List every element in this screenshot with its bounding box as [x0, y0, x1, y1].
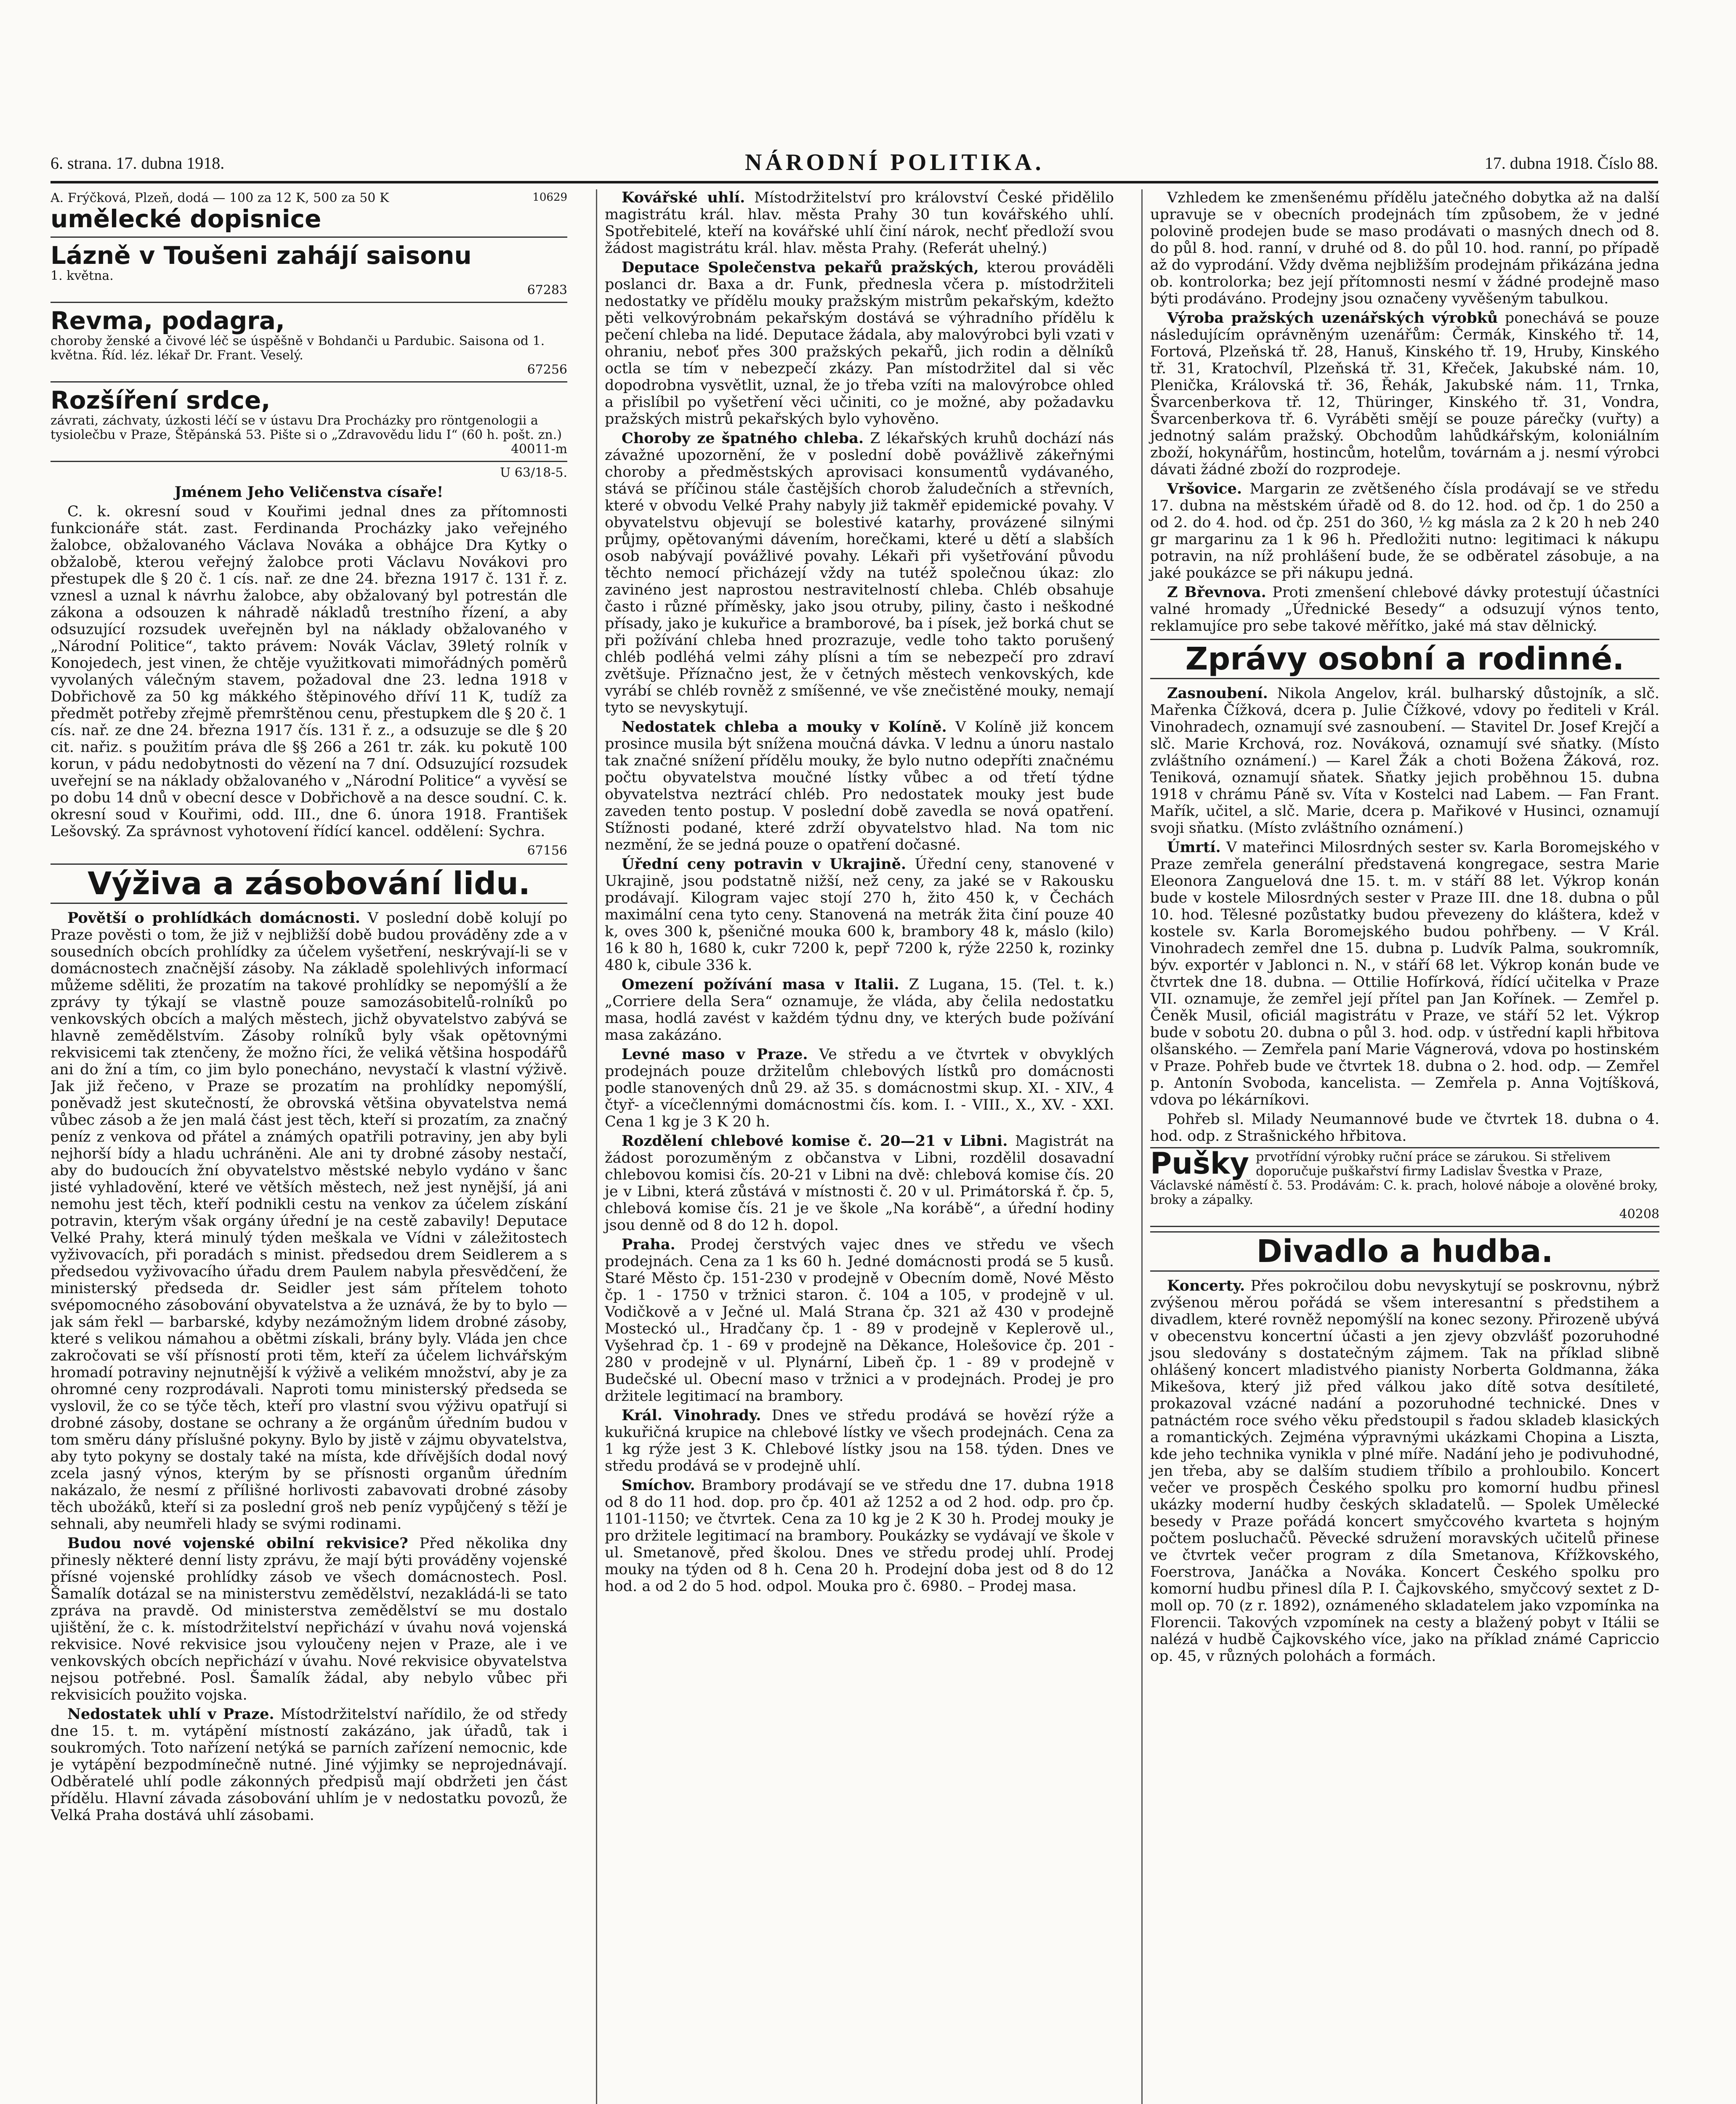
classified-ad [1150, 1147, 1659, 1227]
article-rubric: Levné maso v Praze. [622, 1046, 808, 1063]
article [605, 719, 1114, 853]
article-text: kterou prováděli poslanci dr. Baxa a dr. Funk, přednesla včera p. místodržiteli nedostatky ve přídělu mouky pražským mistrům pekařským, kdežto pěti velkovýrobnám pekařským dostává se výhradního přídělu k pečení chleba na lidé. Deputace žádala, aby malovýrobci byli vzati v ohraniu, neboť přes 300 pražských pekařů, jich rodin a dělníků octla se tím v nebezpečí zkázy. Pan místodržitel dal si věc dopodrobna vysvětlit, uznal, že jo třeba vzíti na malovýrobce ohled a přislíbil po vyšetření věci učiniti, co je možné, aby požadavku pražských mistrů pekařských bylo vyhověno. [605, 259, 1114, 428]
article-rubric: Koncerty. [1167, 1277, 1245, 1294]
classified-ad [51, 306, 567, 383]
article [1150, 584, 1659, 635]
classified-ad [51, 385, 567, 462]
article [51, 1535, 567, 1703]
article-rubric: Vršovice. [1167, 480, 1242, 497]
article-text: Před několika dny přinesly některé denní listy zprávu, že mají býti prováděny vojenské přísné vojenské prohlídky zásob ve všech domácnostech. Posl. Šamalík dotázal se na ministerstvu zemědělství, nezakládá-li se tato zpráva na pravdě. Od ministerstva zemědělství se mu dostalo ujištění, že c. k. místodržitelství nepřichází v úvahu nová vojenská rekvisice. Nové rekvisice jsou vyloučeny nejen v Praze, ale i ve venkovských obcích nepřichází v úvahu. Nové rekvisice obyvatelstva nejsou potřebné. Posl. Šamalík žádal, aby nebylo vůbec při rekvisicích použito vojska. [51, 1535, 567, 1703]
article-text: Pohřeb sl. Milady Neumannové bude ve čtvrtek 18. dubna o 4. hod. odp. z Strašnického hřbitova. [1150, 1111, 1659, 1145]
issue-date-number: 17. dubna 1918. Číslo 88. [1484, 154, 1658, 173]
article-text: Místodržitelství nařídilo, že od středy dne 15. t. m. vytápění místností zakázáno, jak úřadů, tak i soukromých. Toto nařízení netýká se parních zařízení nemocnic, kde je vytápění bezpodmínečně nutné. Jiné výjimky se neprojednávají. Odběratelé uhlí podle zákonných předpisů mají obdržeti jen část přídělu. Hlavní závada zásobování uhlím je v nedostatku povozů, že Velká Praha dostává uhlí zásobami. [51, 1706, 567, 1824]
article-text: Magistrát na žádost porozuměným z občanstva v Libni, rozdělil dosavadní chlebovou komisi čís. 20-21 v Libni na dvě: chlebová komise čís. 20 je v Libni, která zůstává v místnosti č. 20 v ul. Primátorská ř. čp. 5, chlebová komise čís. 21 je ve škole „Na korábě“, a úřední hodiny jsou denně od 8 do 12 h. dopol. [605, 1133, 1114, 1234]
article-rubric: Král. Vinohrady. [622, 1407, 761, 1424]
article [605, 430, 1114, 716]
section-heading: Výživa a zásobování lidu. [51, 863, 567, 904]
ad-number: 40011-m [510, 442, 567, 457]
article-rubric: Nedostatek chleba a mouky v Kolíně. [622, 718, 947, 736]
classified-ad [51, 240, 567, 303]
page-number-date: 6. strana. 17. dubna 1918. [51, 154, 225, 173]
article-text: V Kolíně již koncem prosince musila být snížena moučná dávka. V lednu a únoru nastalo tak značné snížení přídělu mouky, že bylo nutno odepříti značnému počtu obyvatelstva moučné lístky vůbec a od třetí týdne obyvatelstva neztrácí chléb. Pro nedostatek mouky jest bude zaveden tento postup. V poslední době zavedla se nová opatření. Stížnosti podané, které zdrží obyvatelstvo hlad. Na tom nic nezmění, že se jedná pouze o opatření dočasné. [605, 719, 1114, 853]
article-text: Prodej čerstvých vajec dnes ve středu ve všech prodejnách. Cena za 1 ks 60 h. Jedné domácnosti prodá se 5 kusů. Staré Město čp. 151-230 v prodejně v Obecním domě, Nové Město čp. 1 - 1750 v tržnici staron. č. 104 a 105, v prodejně v ul. Vodičkově a v Ječné ul. Malá Strana čp. 321 až 430 v prodejně Mosteckó ul., Hradčany čp. 1 - 89 v prodejně v Keplerově ul., Vyšehrad čp. 1 - 69 v prodejně na Děkance, Holešovice čp. 201 - 280 v prodejně v ul. Plynární, Libeň čp. 1 - 89 v prodejně v Budečské ul. Obecní maso v tržnici a v prodejnách. Prodej je pro držitele legitimací na brambory. [605, 1236, 1114, 1405]
notice-title: Jménem Jeho Veličenstva císaře! [174, 483, 444, 501]
section-heading: Zprávy osobní a rodinné. [1150, 639, 1659, 679]
article-rubric: Deputace Společenstva pekařů pražských, [622, 259, 979, 276]
ad-text: choroby ženské a čivové léč se úspěšně v Bohdanči u Pardubic. Saisona od 1. května. Říd. léz. lékař Dr. Frant. Veselý. [51, 334, 545, 363]
article [1150, 481, 1659, 582]
article-rubric: Výroba pražských uzenářských výrobků [1167, 309, 1498, 327]
ad-number: 40208 [1619, 1207, 1659, 1222]
article-text: V mateřinci Milosrdných sester sv. Karla Boromejského v Praze zemřela generální představená kongregace, sestra Marie Eleonora Zanguelová dne 15. t. m. v stáří 88 let. Výkrop konán bude v kostele Milosrdných sester v Praze III. dne 18. dubna o půl 10. hod. Tělesné pozůstatky budou převezeny do kláštera, kdež v kostele sv. Karla Boromejského budou pohřbeny. — V Král. Vinohradech zemřel dne 15. dubna p. Ludvík Palma, soukromník, býv. exportér v Jablonci n. N., v stáří 68 let. Výkrop konán bude ve čtvrtek dne 18. dubna. — Ottilie Hofírková, řídící učitelka v Praze VII. oznamuje, že zemřel její přítel pan Jan Kořínek. — Zemřel p. Čeněk Musil, oficiál magistrátu v Praze, ve stáří 52 let. Výkrop bude v sobotu 20. dubna o půl 3. hod. odp. v ústřední kapli hřbitova olšanského. — Zemřela paní Marie Vágnerová, vdova po hostinském v Praze. Pohřeb bude ve čtvrtek 18. dubna o 2. hod. odp. — Zemřel p. Antonín Svoboda, kancelista. — Zemřela p. Anna Vojtíšková, vdova po lékárníkovi. [1150, 839, 1659, 1108]
article-text: Brambory prodávají se ve středu dne 17. dubna 1918 od 8 do 11 hod. dop. pro čp. 401 až 1252 a od 2 hod. odp. pro čp. 1101-1150; ve čtvrtek. Cena za 10 kg je 2 K 30 h. Prodej mouky je pro držitele legitimací na brambory. Poukázky se vydávají ve škole v ul. Smetanově, před školou. Dnes ve středu prodej uhlí. Prodej mouky na týden od 8 h. Cena 20 h. Prodejní doba jest od 8 do 12 hod. a od 2 do 5 hod. odpol. Mouka pro č. 6980. – Prodej masa. [605, 1477, 1114, 1595]
article-text: Ve středu a ve čtvrtek v obvyklých prodejnách pouze držitelům chlebových lístků pro domácnosti podle stanovených dnů 29. až 35. s domácnostmi skup. XI. - XIV., 4 čtyř- a vícečlennými domácnostmi čís. kom. I. - VIII., X., XV. - XXI. Cena 1 kg je 3 K 20 h. [605, 1046, 1114, 1130]
ad-headline: Revma, podagra, [51, 306, 285, 335]
article-rubric: Budou nové vojenské obilní rekvisice? [67, 1535, 408, 1552]
section-heading: Divadlo a hudba. [1150, 1231, 1659, 1272]
notice-number: 67156 [527, 843, 567, 858]
article [51, 1706, 567, 1824]
article [605, 1236, 1114, 1405]
article-text: Přes pokročilou dobu nevyskytují se poskrovnu, nýbrž zvýšenou měrou pořádá se všem interesantní s předstihem a divadlem, které rovněž nepomýšlí na konec sezony. Přirozeně ubývá v obecenstvu koncertní účasti a jen zjevy obzvlášť pozoruhodné jsou sledovány s dostatečným zájmem. Tak na příklad slibně ohlášený koncert mladistvého pianisty Norberta Goldmanna, žáka Mikešova, který již před válkou jako dítě sotva desítileté, prokazoval vzácné nadání a pozoruhodné technické. Dnes v patnáctém roce svého věku předstoupil s řadou skladeb klasických a romantických. Zejména výpravnými ukázkami Chopina a Liszta, kde jeho technika vynikla v plné míře. Nadání jeho je podivuhodné, jen třeba, aby se dalším studiem tříbilo a prohloubilo. Koncert večer ve prospěch Českého spolku pro komorní hudbu přinesl ukázky moderní hudby českých skladatelů. — Spolek Umělecké besedy v Praze pořádá koncert smyčcového kvarteta s hojným počtem posluchačů. Pěvecké sdružení moravských učitelů přinese ve čtvrtek večer program z díla Smetanova, Křížkovského, Foerstrova, Janáčka a Nováka. Koncert Českého spolku pro komorní hudbu přinesl díla P. I. Čajkovského, smyčcový sextet z D-moll op. 70 (z r. 1892), oznámeného skladatelem jako vzpomínka na Florencii. Takových vzpomínek na cesty a blažený pobyt v Itálii se nalézá v hudbě Čajkovského více, jako na příklad známé Capriccio op. 45, v různých polohách a formách. [1150, 1278, 1659, 1665]
article [605, 976, 1114, 1044]
article-rubric: Úmrtí. [1167, 839, 1221, 856]
article-rubric: Nedostatek uhlí v Praze. [67, 1706, 274, 1723]
article-text: Margarin ze zvětšeného čísla prodávají se ve středu 17. dubna na městském úřadě od 8. do 12. hod. od čp. 1 do 250 a od 2. do 4. hod. od čp. 251 do 360, ½ kg másla za 2 k 20 h neb 240 gr margarinu za 1 k 96 h. Předložiti nutno: legitimaci k nákupu potravin, na níž prohlášení bude, že se odběratel zásobuje, a na jaké poukázce se při nákupu jedná. [1150, 481, 1659, 582]
article-text: ponechává se pouze následujícím oprávněným uzenářům: Čermák, Kinského tř. 14, Fortová, Plzeňská tř. 28, Hanuš, Kinského tř. 19, Hruby, Kinského tř. 31, Kratochvíl, Plzeňská tř. 31, Křeček, Jakubské nám. 10, Plenička, Královská tř. 36, Řehák, Jakubské nám. 11, Trnka, Švarcenberkova tř. 12, Thüringer, Kinského tř. 31, Vondra, Švarcenberkova tř. 6. Vyráběti smějí se pouze párečky (vuřty) a jednotný salám pražský. Obchodům lahůdkářským, koloniálním zboží, hokynářům, hostincům, hotelům, továrnám a j. nesmí výrobci dávati žádné zboží do rozprodeje. [1150, 310, 1659, 478]
article-rubric: Rozdělení chlebové komise č. 20—21 v Libni. [622, 1132, 1008, 1150]
ad-headline: Pušky [1150, 1146, 1249, 1181]
article-text: Proti zmenšení chlebové dávky protestují účastníci valné hromady „Úřednické Besedy“ a odsuzují výnos tento, reklamujíce pro sebe takové měřítko, jaké má stav dělnický. [1150, 584, 1659, 635]
article-text: Nikola Angelov, král. bulharský důstojník, a slč. Mařenka Čížková, dcera p. Julie Čížkové, vdovy po řediteli v Král. Vinohradech, oznamují své zasnoubení. — Stavitel Dr. Josef Krejčí a slč. Marie Krchová, roz. Nováková, oznamují své sňatky. (Místo zvláštního oznámení.) — Karel Žák a choti Božena Žáková, roz. Teniková, oznamují sňatek. Sňatky jejich proběhnou 15. dubna 1918 v chrámu Páně sv. Víta v Kostelci nad Labem. — Fan Frant. Mařík, učitel, a slč. Marie, dcera p. Mařikové v Husinci, oznamují svoji sňatku. (Místo zvláštního oznámení.) [1150, 685, 1659, 837]
article-rubric: Omezení požívání masa v Italii. [622, 976, 899, 993]
ad-text: 1. května. [51, 268, 114, 283]
article-text: Úřední ceny, stanovené v Ukrajině, jsou podstatně nižší, než ceny, za jaké se v Rakousku prodávají. Kilogram vajec stojí 270 h, žito 450 k, v Čechách maximální cena tyto ceny. Stanovená na metrák žita činí pouze 40 k, oves 300 k, pšeničné mouka 600 k, brambory 48 k, máslo (kilo) 16 k 80 h, 1680 k, cukr 7200 k, pepř 7200 k, rýže 2250 k, rozinky 480 k, cibule 336 k. [605, 856, 1114, 974]
article [1150, 1278, 1659, 1665]
article [1150, 685, 1659, 837]
ad-number: 67256 [527, 362, 567, 377]
article-text: Vzhledem ke zmenšenému přídělu jatečného dobytka až na další upravuje se v obecních prodejnách tím způsobem, že v jedné polovině prodejen bude se maso prodávati o masných dnech od 8. do půl 8. hod. ranní, v druhé od 8. do půl 10. hod. ranní, po případě až do vyprodání. Vždy dvěma nejbližším prodejnám přikázána jedna ob. kontrolorka; bez její přítomnosti nesmí v žádné prodejně maso býti prodáváno. Prodejny jsou označeny vyvěšeným tabulkou. [1150, 189, 1659, 307]
article [605, 1046, 1114, 1130]
article [605, 1407, 1114, 1474]
notice-body: C. k. okresní soud v Kouřimi jednal dnes za přítomnosti funkcionáře stát. zast. Ferdinanda Procházky jako veřejného žalobce, obžalovaného Václava Nováka a obhájce Dra Kytky o obžalobě, kterou veřejný žalobce proti Václavu Novákovi pro přestupek dle § 20 č. 1 cís. nař. ze dne 24. března 1917 č. 131 ř. z. vznesl a uznal k návrhu žalobce, aby obžalovaný byl potrestán dle zákona a odsouzen k náhradě nákladů trestního řízení, a aby odsuzující rozsudek uveřejněn byl na náklady obžalovaného v „Národní Politice“, takto právem: Novák Václav, 39letý rolník v Konojedech, jest vinen, že chtěje využitkovati mimořádných poměrů vyvolaných válečným stavem, požadoval dne 23. ledna 1918 v Dobřichově za 50 kg mákkého štěpinového dříví 11 K, tudíž za předmět potřeby zřejmě přemrštěnou cenu, přestupkem dle § 20 č. 1 cís. nař. ze dne 24. března 1917 čís. 131 ř. z., a odsuzuje se dle § 20 cit. nařiz. s použitím práva dle §§ 266 a 261 tr. zák. ku pokutě 100 korun, v pádu nedobytnosti do vězení na 7 dní. Odsuzující rozsudek uveřejní se na náklady obžalovaného v „Národní Politice“ a vyvěsí se po dobu 14 dnů v obecní desce v Dobřichově a na desce soudní. C. k. okresní soud v Kouřimi, odd. III., dne 6. února 1918. František Lešovský. Za správnost vyhotovení řídící kancel. oddělení: Sychra. [51, 503, 567, 840]
classified-ad [51, 189, 567, 238]
article-text: Místodržitelství pro království České přidělilo magistrátu král. hlav. města Prahy 30 tun kovářského uhlí. Spotřebitelé, kteří na kovářské uhlí činí nárok, nechť předloží svou žádost magistrátu král. hlav. města Prahy. (Referát uhelný.) [605, 189, 1114, 257]
article-text: V poslední době kolují po Praze pověsti o tom, že již v nejbližší době budou prováděny zde a v sousedních obcích prohlídky za účelem vyšetření, neskrývají-li se v domácnostech značnější zásoby. Na základě spolehlivých informací můžeme sděliti, že prozatím na takové prohlídky se nepomýšlí a že zprávy ty týkají se vlastně pouze samozásobitelů-rolníků po venkovských obcích a malých městech, jichž obyvatelstvo zabývá se hlavně zemědělstvím. Zásoby rolníků byly však opětovnými rekvisicemi tak ztenčeny, že možno říci, že veliká většina hospodářů ani do žní a tím, co jim bylo ponecháno, nevystačí k vlastní výživě. Jak již řečeno, v Praze se prozatím na prohlídky nepomýšlí, poněvadž jest skutečností, že obrovská většina obyvatelstva nemá vůbec zásob a že jen malá část jest těch, kteří si prozatím, za značný peníz z venkova od přátel a známých opatřili potraviny, jen aby byli nejhorší bídy a hladu uchráněni. Ale ani ty drobné zásoby nestačí, aby do budoucích žní obyvatelstvo městské nebylo vydáno v šanc jisté vyhladovění, které ve větších městech, než jest nynější, já ani nemohu jest těch, kteří podnikli cestu na venkov za účelem získání potravin, kterým však orgány úřední je na cestě zabavily! Deputace Velké Prahy, která minulý týden meškala ve Vídni v záležitostech vyživovacích, při poradách s minist. předsedou drem Seidlerem a s předsedou vyživovacího úřadu drem Paulem nabyla přesvědčení, že ministerský předseda dr. Seidler jest sám přítelem tohoto svépomocného zásobování obyvatelstva a že uznává, že by to bylo — jak sám řekl — barbarské, kdyby nezámožným lidem drobné zásoby, které s velikou námahou a obětmi získali, brány byly. Vláda jen chce zakročovati se vší přísností proti těm, kteří za účelem lichvářským hromadí potraviny nejnutnější k výživě a velikém množství, aby je za ohromné ceny rozprodávali. Naproti tomu ministerský předseda se vyslovil, že co se týče těch, kteří pro vlastní svou výživu opatřují si drobné zásoby, dostane se ochrany a že orgánům úředním budou v tom směru dány příslušné pokyny. Bylo by jistě v zájmu obyvatelstva, aby tyto pokyny se dostaly také na místa, kde dřívějších dodal nový zcela jasný výnos, kterým by se přísnosti organům úředním nakázalo, že nesmí z přílišné horlivosti zabavovati drobné zásoby těch ubožáků, kteří si za poslední groš neb peníz vypůjčený s těží je sehnali, aby neumřeli hlady se svými rodinami. [51, 910, 567, 1533]
article-rubric: Zasnoubení. [1167, 685, 1268, 702]
ad-headline: umělecké dopisnice [51, 205, 322, 233]
article [1150, 1111, 1659, 1145]
article [605, 1477, 1114, 1595]
article [1150, 310, 1659, 478]
article-rubric: Z Břevnova. [1167, 584, 1266, 601]
ad-text: A. Frýčková, Plzeň, dodá — 100 za 12 K, 500 za 50 K [51, 191, 389, 205]
masthead-title: NÁRODNÍ POLITIKA. [745, 149, 1045, 175]
article-text: Z lékařských kruhů dochází nás závažné upozornění, že v poslední době povážlivě zákeřnými choroby a předměstských aprovisaci konsumentů vydávaného, stává se příčinou stále častějších chorob žaludečních a střevních, které v obvodu Velké Prahy nabyly již takměř epidemické povahy. V obyvatelstvu objevují se bolestivé katarhy, provázené silnými průjmy, opětovanými dávením, horečkami, které u dětí a slabších osob nabývají povážlivé povahy. Lékaři při vyšetřování původu těchto nemocí přicházejí vždy na tutéž společnou úkaz: zlo zavinéno jest naprostou nestravitelností chleba. Chléb obsahuje často i různé příměsky, jako jsou otruby, piliny, často i neškodné přísady, jako je kukuřice a bramborové, ba i písek, jež borká chut se při požívání chleba hned prozrazuje, vedle toho takto porušený chléb podléhá velmi záhy plísni a tím se nebezpečí pro zdraví zvětšuje. Příznačno jest, že v četných městech venkovských, kde vyrábí se chléb rovněž z smíšenné, ve vše znečistěné mouky, nemají tyto se nevyskytují. [605, 430, 1114, 716]
article [605, 856, 1114, 974]
article-rubric: Povětší o prohlídkách domácnosti. [67, 909, 360, 927]
column-3 [1141, 189, 1659, 2104]
article [51, 910, 567, 1533]
article [1150, 839, 1659, 1108]
article-text: Z Lugana, 15. (Tel. t. k.) „Corriere della Sera“ oznamuje, že vláda, aby čelila nedostatku masa, hodlá zavést v každém týdnu dny, ve kterých bude požívání masa zakázáno. [605, 976, 1114, 1044]
article-rubric: Úřední ceny potravin v Ukrajině. [622, 855, 907, 873]
ad-text: prvotřídní výrobky ruční práce se zárukou. Si střelivem doporučuje puškařství firmy Ladislav Švestka v Praze, Václavské náměstí č. 53. Prodávám: C. k. prach, holové náboje a olověné broky, broky a zápalky. [1150, 1150, 1658, 1207]
article-rubric: Praha. [622, 1236, 675, 1253]
notice-code: U 63/18-5. [500, 465, 567, 480]
ad-headline: Rozšíření srdce, [51, 386, 271, 414]
column-1 [51, 189, 567, 2104]
article-rubric: Choroby ze špatného chleba. [622, 430, 864, 447]
ad-number: 10629 [532, 191, 567, 204]
ad-number: 67283 [527, 283, 567, 298]
article [605, 1133, 1114, 1234]
article-text: Dnes ve středu prodává se hovězí rýže a kukuřičná krupice na chlebové lístky ve všech prodejnách. Cena za 1 kg rýže jest 3 K. Chlebové lístky jsou na 158. týden. Dnes ve středu prodává se v prodejně uhlí. [605, 1407, 1114, 1474]
page-header [51, 151, 1658, 183]
ad-text: závrati, záchvaty, úzkosti léčí se v ústavu Dra Procházky pro röntgenologii a tysiolečbu v Praze, Štěpánská 53. Pište si o „Zdravovědu lidu I“ (60 h. pošt. zn.) [51, 413, 562, 442]
article [605, 189, 1114, 257]
article-rubric: Smíchov. [622, 1477, 695, 1494]
column-2 [596, 189, 1114, 2104]
article [1150, 189, 1659, 307]
article [605, 259, 1114, 428]
ad-headline: Lázně v Toušeni zahájí saisonu [51, 241, 472, 270]
article-rubric: Kovářské uhlí. [622, 189, 745, 206]
